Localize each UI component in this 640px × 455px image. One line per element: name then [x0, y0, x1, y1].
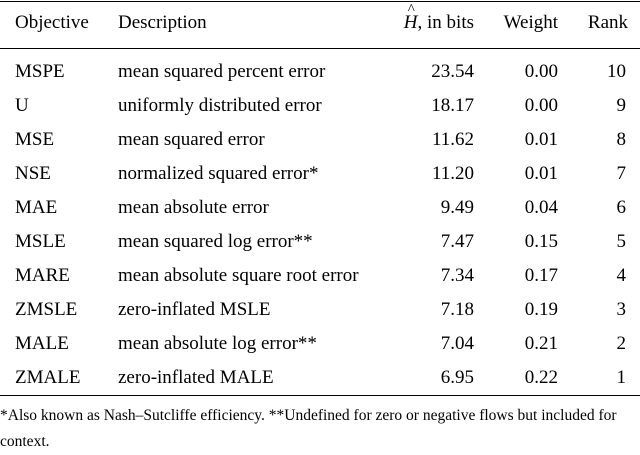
entropy-symbol: ^ H: [404, 6, 418, 40]
rank-cell: 7: [616, 163, 626, 184]
rank-cell: 9: [616, 95, 626, 116]
rank-cell: 8: [616, 129, 626, 150]
description-cell: mean squared percent error: [118, 61, 326, 82]
description-cell: mean squared log error**: [118, 231, 313, 252]
rank-cell: 5: [616, 231, 626, 252]
description-cell: zero-inflated MALE: [118, 367, 274, 388]
objective-cell: MSLE: [15, 231, 66, 252]
entropy-cell: 6.95: [440, 367, 474, 388]
table-row: [0, 327, 640, 361]
table-footnote: *Also known as Nash–Sutcliffe efficiency. **Undefined for zero or negative flows but included for context.: [0, 407, 617, 450]
objective-cell: ZMSLE: [15, 299, 78, 320]
entropy-cell: 7.47: [440, 231, 474, 252]
entropy-cell: 7.18: [440, 299, 474, 320]
table-row: [0, 191, 640, 225]
entropy-cell: 18.17: [431, 95, 474, 116]
table-bottom-rule: [0, 395, 640, 396]
description-cell: mean absolute square root error: [118, 265, 359, 286]
weight-cell: 0.01: [524, 129, 558, 150]
entropy-cell: 23.54: [431, 61, 474, 82]
entropy-cell: 9.49: [440, 197, 474, 218]
weight-cell: 0.17: [524, 265, 558, 286]
entropy-suffix: , in bits: [417, 12, 474, 33]
entropy-cell: 7.04: [440, 333, 474, 354]
objective-cell: MARE: [15, 265, 70, 286]
weight-cell: 0.19: [524, 299, 558, 320]
weight-cell: 0.00: [524, 95, 558, 116]
weight-cell: 0.00: [524, 61, 558, 82]
objective-cell: NSE: [15, 163, 51, 184]
table-header-row: [0, 6, 640, 40]
table-header-rule: [0, 48, 640, 49]
entropy-cell: 11.62: [431, 129, 474, 150]
rank-cell: 2: [616, 333, 626, 354]
objective-cell: MSPE: [15, 61, 65, 82]
header-entropy: [404, 6, 474, 40]
objective-cell: MAE: [15, 197, 58, 218]
entropy-cell: 7.34: [440, 265, 474, 286]
description-cell: mean absolute log error**: [118, 333, 317, 354]
table-row: [0, 361, 640, 395]
objective-cell: MSE: [15, 129, 55, 150]
description-cell: zero-inflated MSLE: [118, 299, 271, 320]
weight-cell: 0.21: [524, 333, 558, 354]
rank-cell: 6: [616, 197, 626, 218]
table-row: [0, 157, 640, 191]
objective-cell: ZMALE: [15, 367, 81, 388]
rank-cell: 1: [616, 367, 626, 388]
table-row: [0, 89, 640, 123]
header-rank: Rank: [587, 12, 628, 33]
weight-cell: 0.04: [524, 197, 558, 218]
description-cell: mean absolute error: [118, 197, 269, 218]
rank-cell: 3: [616, 299, 626, 320]
table-row: [0, 123, 640, 157]
weight-cell: 0.15: [524, 231, 558, 252]
description-cell: mean squared error: [118, 129, 265, 150]
objective-cell: U: [15, 95, 29, 116]
table-row: [0, 293, 640, 327]
weight-cell: 0.22: [524, 367, 558, 388]
objective-cell: MALE: [15, 333, 69, 354]
description-cell: uniformly distributed error: [118, 95, 322, 116]
table-top-rule: [0, 1, 640, 2]
table-row: [0, 55, 640, 89]
table-row: [0, 225, 640, 259]
header-objective: Objective: [15, 12, 89, 33]
weight-cell: 0.01: [524, 163, 558, 184]
description-cell: normalized squared error*: [118, 163, 319, 184]
header-weight: Weight: [503, 12, 558, 33]
rank-cell: 4: [616, 265, 626, 286]
table-row: [0, 259, 640, 293]
header-description: Description: [118, 12, 207, 33]
entropy-cell: 11.20: [431, 163, 474, 184]
rank-cell: 10: [607, 61, 626, 82]
